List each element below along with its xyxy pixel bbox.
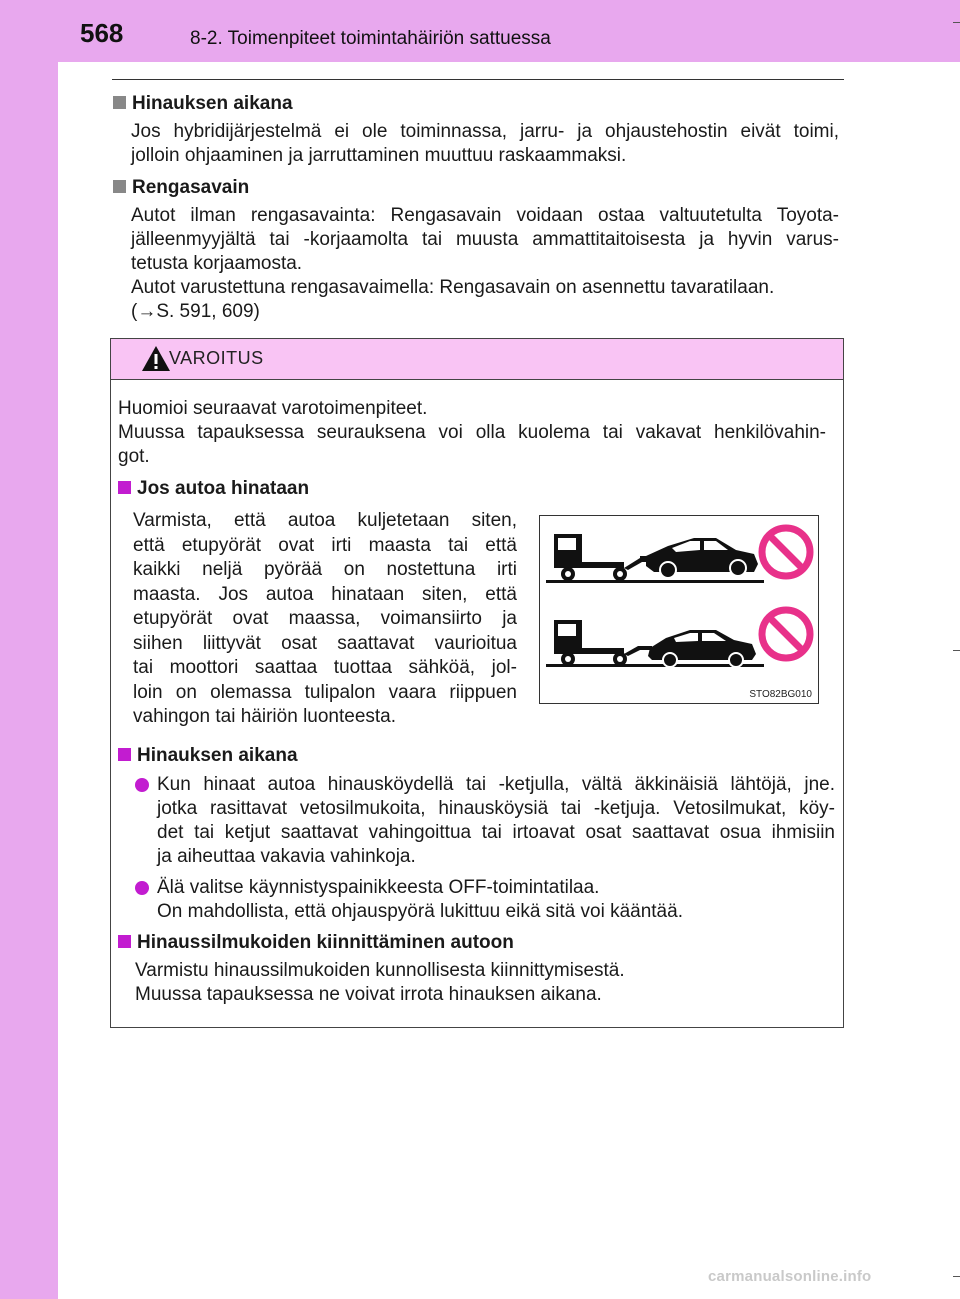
- square-bullet-icon: [113, 96, 126, 109]
- towing-heading: Hinauksen aikana: [113, 92, 293, 116]
- square-bullet-icon: [113, 180, 126, 193]
- crop-mark: [953, 22, 960, 23]
- warning-header: [111, 339, 843, 380]
- towing-diagram: [540, 516, 818, 703]
- towed-heading: Jos autoa hinataan: [118, 477, 309, 501]
- header-rule: [112, 79, 844, 80]
- wrench-text: Autot ilman rengasavainta: Rengasavain voidaan ostaa valtuutetulta Toyota- jälleenmyyjältä tai -korjaamolta tai muusta ammattitaitoisesta ja hyvin varus- tetusta korjaamosta. Autot varustettuna rengasavaimella: Rengasavain on asennettu tavaratilaan. (→S. 591, 609): [131, 205, 839, 322]
- crop-mark: [953, 1276, 960, 1277]
- towed-text: Varmista, että autoa kuljetetaan siten, että etupyörät ovat irti maasta tai että kaikki neljä pyörää on nostettuna irti maasta. Jos autoa hinataan siten, että etupyörät ovat maassa, voimansiirto ja siihen liittyvät osat saattavat vaurioitua tai moottori saattaa tuottaa sähköä, jol- loin on olemassa tulipalon vaara riippuen vahingon tai häiriön luonteesta.: [133, 510, 517, 727]
- square-bullet-icon: [118, 481, 131, 494]
- warning-intro: Huomioi seuraavat varotoimenpiteet. Muussa tapauksessa seurauksena voi olla kuolema tai vakavat henkilövahin- got.: [118, 398, 826, 467]
- bullet-dot-icon: [135, 778, 149, 792]
- bullet-item-1: Kun hinaat autoa hinausköydellä tai -ketjulla, vältä äkkinäisiä lähtöjä, jne. jotka rasittavat vetosilmukoita, hinausköysiä tai -ketjuja. Vetosilmukat, köy- det tai ketjut saattavat vahingoittua tai irtoavat osat saattavat osua ihmisiin ja aiheuttaa vakavia vahinkoja.: [135, 773, 835, 869]
- section-title: 8-2. Toimenpiteet toimintahäiriön sattuessa: [190, 28, 551, 49]
- page-number: 568: [80, 18, 124, 48]
- side-color-bar: [0, 0, 58, 1299]
- square-bullet-icon: [118, 748, 131, 761]
- towing-illustration: [539, 515, 819, 704]
- crop-mark: [953, 650, 960, 651]
- watermark: carmanualsonline.info: [708, 1268, 872, 1285]
- warning-triangle-icon: [141, 345, 171, 372]
- eyelet-heading: Hinaussilmukoiden kiinnittäminen autoon: [118, 931, 514, 955]
- square-bullet-icon: [118, 935, 131, 948]
- towing-text: Jos hybridijärjestelmä ei ole toiminnassa, jarru- ja ohjaustehostin eivät toimi, jolloin ohjaaminen ja jarruttaminen muuttuu raskaammaksi.: [131, 121, 839, 166]
- during-heading: Hinauksen aikana: [118, 744, 298, 768]
- bullet-item-2: Älä valitse käynnistyspainikkeesta OFF-toimintatilaa. On mahdollista, että ohjauspyörä lukittuu eikä sitä voi kääntää.: [135, 876, 835, 924]
- bullet-dot-icon: [135, 881, 149, 895]
- eyelet-text: Varmistu hinaussilmukoiden kunnollisesta kiinnittymisestä. Muussa tapauksessa ne voivat irrota hinauksen aikana.: [135, 960, 625, 1005]
- figure-code: STO82BG010: [749, 689, 812, 700]
- wrench-heading: Rengasavain: [113, 176, 249, 200]
- warning-title: VAROITUS: [169, 348, 264, 368]
